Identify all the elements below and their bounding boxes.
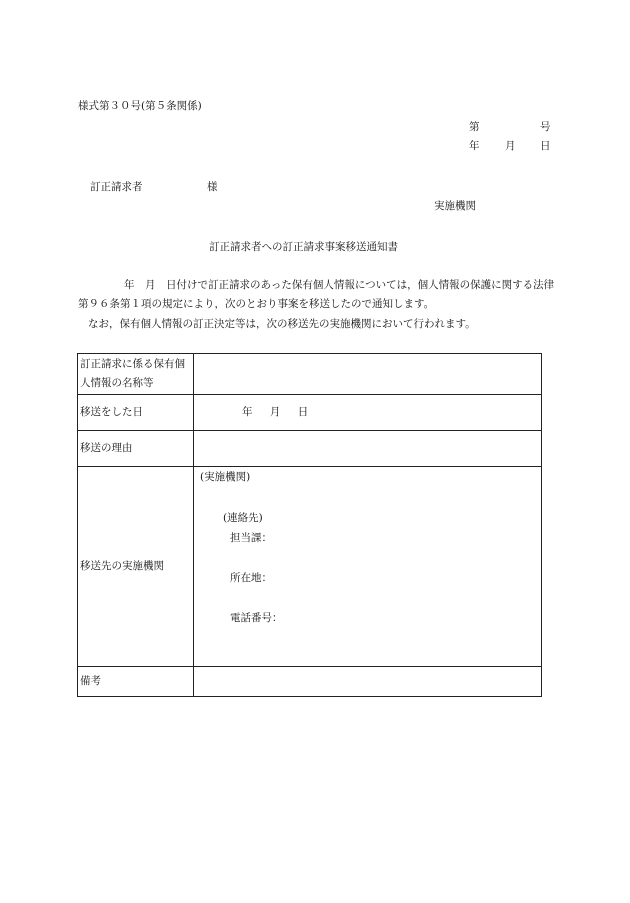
table-row-remarks	[78, 667, 542, 697]
transfer-date-day: 日	[297, 406, 309, 418]
notice-table	[77, 353, 542, 697]
date-day: 日	[540, 140, 551, 152]
table-row-destination	[78, 467, 542, 667]
body-paragraph-2: なお，保有個人情報の訂正決定等は，次の移送先の実施機関において行われます。	[88, 318, 476, 330]
date-month: 月	[505, 140, 516, 152]
remarks-label: 備考	[78, 667, 194, 697]
recipient-label: 訂正請求者	[90, 181, 143, 193]
destination-agency: (実施機関)	[200, 471, 251, 483]
transfer-date-year: 年	[242, 406, 253, 418]
destination-address: 所在地：	[230, 572, 272, 584]
destination-label: 移送先の実施機関	[78, 467, 194, 667]
reason-label: 移送の理由	[78, 431, 194, 467]
transfer-date-label: 移送をした日	[78, 395, 194, 431]
issuer-name: 実施機関	[434, 200, 476, 212]
date-year: 年	[469, 140, 480, 152]
doc-number-suffix: 号	[540, 121, 551, 133]
transfer-date-month: 月	[269, 406, 281, 418]
destination-value	[194, 467, 542, 667]
destination-department: 担当課：	[230, 532, 272, 544]
recipient-honorific: 様	[207, 181, 218, 193]
table-row-date	[78, 395, 542, 431]
destination-phone: 電話番号：	[230, 612, 283, 624]
transfer-date-value	[194, 395, 542, 431]
destination-contact: (連絡先)	[223, 512, 263, 524]
doc-number-prefix: 第	[469, 121, 480, 133]
table-row-reason	[78, 431, 542, 467]
remarks-value	[194, 667, 542, 697]
name-label: 訂正請求に係る保有個人情報の名称等	[78, 354, 194, 395]
form-number: 様式第３０号(第５条関係)	[78, 100, 202, 112]
document-title: 訂正請求者への訂正請求事案移送通知書	[209, 241, 398, 253]
table-row-name	[78, 354, 542, 395]
reason-value	[194, 431, 542, 467]
name-value	[194, 354, 542, 395]
body-paragraph-1: 年 月 日付けで訂正請求のあった保有個人情報については，個人情報の保護に関する法律第９６条第１項の規定により，次のとおり事案を移送したので通知します。	[78, 279, 555, 310]
